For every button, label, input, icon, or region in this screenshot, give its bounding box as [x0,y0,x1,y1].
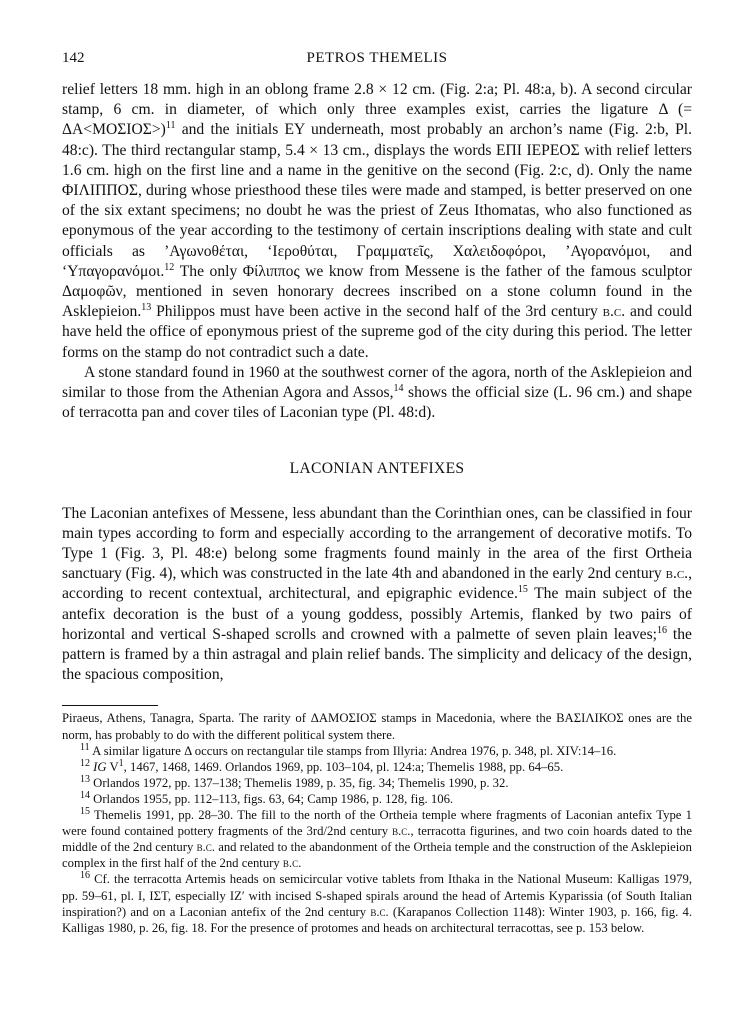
text-run: (= ΔΑ<ΜΟΣΙΟΣ>) [62,101,692,139]
text-run: Orlandos 1972, pp. 137–138; Themelis 1989, p. 35, fig. 34; Themelis 1990, p. 32. [90,775,509,790]
footnote-divider [62,705,158,706]
text-run: , terracotta figurines, and two coin hoards dated to the middle of the 2nd century [62,824,692,855]
text-run: and could have held the office of eponymous priest of the supreme god of the city during this period. The letter forms on the stamp do not contradict such a date. [62,303,692,361]
text-run: The Laconian antefixes of Messene, less abundant than the Corinthian ones, can be classified in four main types according to form and especially according to the arrangement of decorative motifs. To Type 1 (Fig. 3, Pl. 48:e) belong some fragments found mainly in the area of the first Ortheia sanctuary (Fig. 4), which was constructed in the late 4th and abandoned in the early 2nd century [62,504,692,583]
ligature-glyph: Δ [184,743,192,758]
footnote-number: 13 [80,773,90,785]
text-run: occurs on rectangular tile stamps from Illyria: Andrea 1976, p. 348, pl. XIV:14–16. [191,743,617,758]
footnote-16 [62,871,692,935]
text-run: and related to the abandonment of the Ortheia temple and the construction of the Asklepieion complex in the first half of the 2nd century [62,840,692,871]
text-run: Themelis 1991, pp. 28–30. The fill to the north of the Ortheia temple where fragments of Laconian antefix Type 1 were found contained pottery fragments of the 3rd/2nd century [62,808,692,839]
section-heading: LACONIAN ANTEFIXES [289,460,465,478]
text-run: (Karapanos Collection 1148): Winter 1903, p. 166, fig. 4. Kalligas 1980, p. 26, fig. 18. For the presence of protomes and heads on architectural terracottas, see p. 153 below. [62,904,692,935]
paragraph-3 [62,504,692,686]
superscript: 1 [118,757,124,769]
text-run: The main subject of the antefix decoration is the bust of a young goddess, possibly Artemis, flanked by two pairs of horizontal and vertical S-shaped scrolls and crowned with a palmette of seven plain leaves; [62,585,692,643]
footnote-11 [62,743,692,759]
text-run: , 1467, 1468, 1469. Orlandos 1969, pp. 103–104, pl. 124:a; Themelis 1988, pp. 64–65. [123,759,564,774]
text-run: Philippos must have been active in the second half of the 3rd century [151,303,603,321]
running-head-title: PETROS THEMELIS [306,50,448,66]
text-run: A similar ligature [89,743,185,758]
paragraph-2 [62,363,692,424]
page [62,50,692,936]
footnote-number: 14 [80,789,90,801]
footnote-ref-15[interactable]: 15 [517,584,528,596]
running-header [62,50,692,72]
text-run: and the initials ΕΥ underneath, most probably an archon’s name (Fig. 2:b, Pl. 48:c). The third rectangular stamp, 5.4 × 13 cm., displays the words ΕΠΙ ΙΕΡΕΟΣ with relief letters 1.6 cm. high on the first line and a name in the genitive on the second (Fig. 2:c, d). Only the name ΦΙΛΙΠΠΟΣ, during whose priesthood these tiles were made and stamped, is better preserved on one of the six extant specimens; no doubt he was the priest of Zeus Ithomatas, who also functioned as eponymous of the year according to the testimony of certain inscriptions dealing with state and cult officials as ’Αγωνοθέται, ‘Ιεροθύται, Γραμματεῖς, Χαλειδοφόροι, ’Αγορανόμοι, and ‘Υπαγορανόμοι. [62,121,692,280]
era-abbrev: b.c. [370,904,389,919]
era-abbrev: b.c. [602,303,626,321]
footnote-14 [62,791,692,807]
text-run: , according to recent contextual, architectural, and epigraphic evidence. [62,565,692,603]
text-run: shows the official size (L. 96 cm.) and shape of terracotta pan and cover tiles of Laconian type (Pl. 48:d). [62,384,692,422]
footnote-number: 16 [80,870,90,882]
main-text [62,80,692,685]
text-run: relief letters 18 mm. high in an oblong frame 2.8 × 12 cm. (Fig. 2:a; Pl. 48:a, b). A second circular stamp, 6 cm. in diameter, of which only three examples exist, carries the ligature [62,81,692,119]
footnote-13 [62,775,692,791]
text-run: Orlandos 1955, pp. 112–113, figs. 63, 64; Camp 1986, p. 128, fig. 106. [90,791,454,806]
text-run: the pattern is framed by a thin astragal and plain relief bands. The simplicity and delicacy of the design, the spacious composition, [62,625,692,684]
page-number: 142 [62,50,85,66]
footnote-number: 11 [80,741,90,753]
ligature-glyph: Δ [658,101,668,119]
footnote-ref-16[interactable]: 16 [657,624,667,636]
footnote-ref-11[interactable]: 11 [165,120,176,132]
era-abbrev: b.c. [665,565,689,583]
footnote-ref-13[interactable]: 13 [141,302,152,314]
text-run: A stone standard found in 1960 at the southwest corner of the agora, north of the Asklepieion and similar to those from the Athenian Agora and Assos, [62,363,692,402]
footnote-ref-12[interactable]: 12 [164,261,175,273]
footnote-continuation: Piraeus, Athens, Tanagra, Sparta. The rarity of ΔΑΜΟΣΙΟΣ stamps in Macedonia, where the ΒΑΣΙΛΙΚΟΣ ones are the norm, has probably to do with the different political system there. [62,711,692,742]
footnote-ref-14[interactable]: 14 [393,382,404,394]
footnote-12 [62,759,692,775]
text-run: The only Φίλιππος we know from Messene is the father of the famous sculptor Δαμοφῶν, mentioned in seven honorary decrees inscribed on a stone column found in the Asklepieion. [62,262,692,321]
footnote-number: 12 [80,757,90,769]
era-abbrev: b.c. [196,840,215,855]
paragraph-1 [62,80,692,363]
text-run: IG [93,759,107,774]
era-abbrev: b.c. [282,856,302,871]
footnote-15 [62,807,692,871]
era-abbrev: b.c. [392,824,411,839]
footnote-number: 15 [80,805,90,817]
text-run: V [106,759,119,774]
footnotes [62,710,692,935]
text-run: Cf. the terracotta Artemis heads on semicircular votive tablets from Ithaka in the National Museum: Kalligas 1979, pp. 59–61, pl. I, ΙΣΤ, especially ΙΖ′ with incised S-shaped spirals around the head of Artemis Kyparissia (of South Italian inspiration?) and on a Laconian antefix of the 2nd century [62,872,692,919]
